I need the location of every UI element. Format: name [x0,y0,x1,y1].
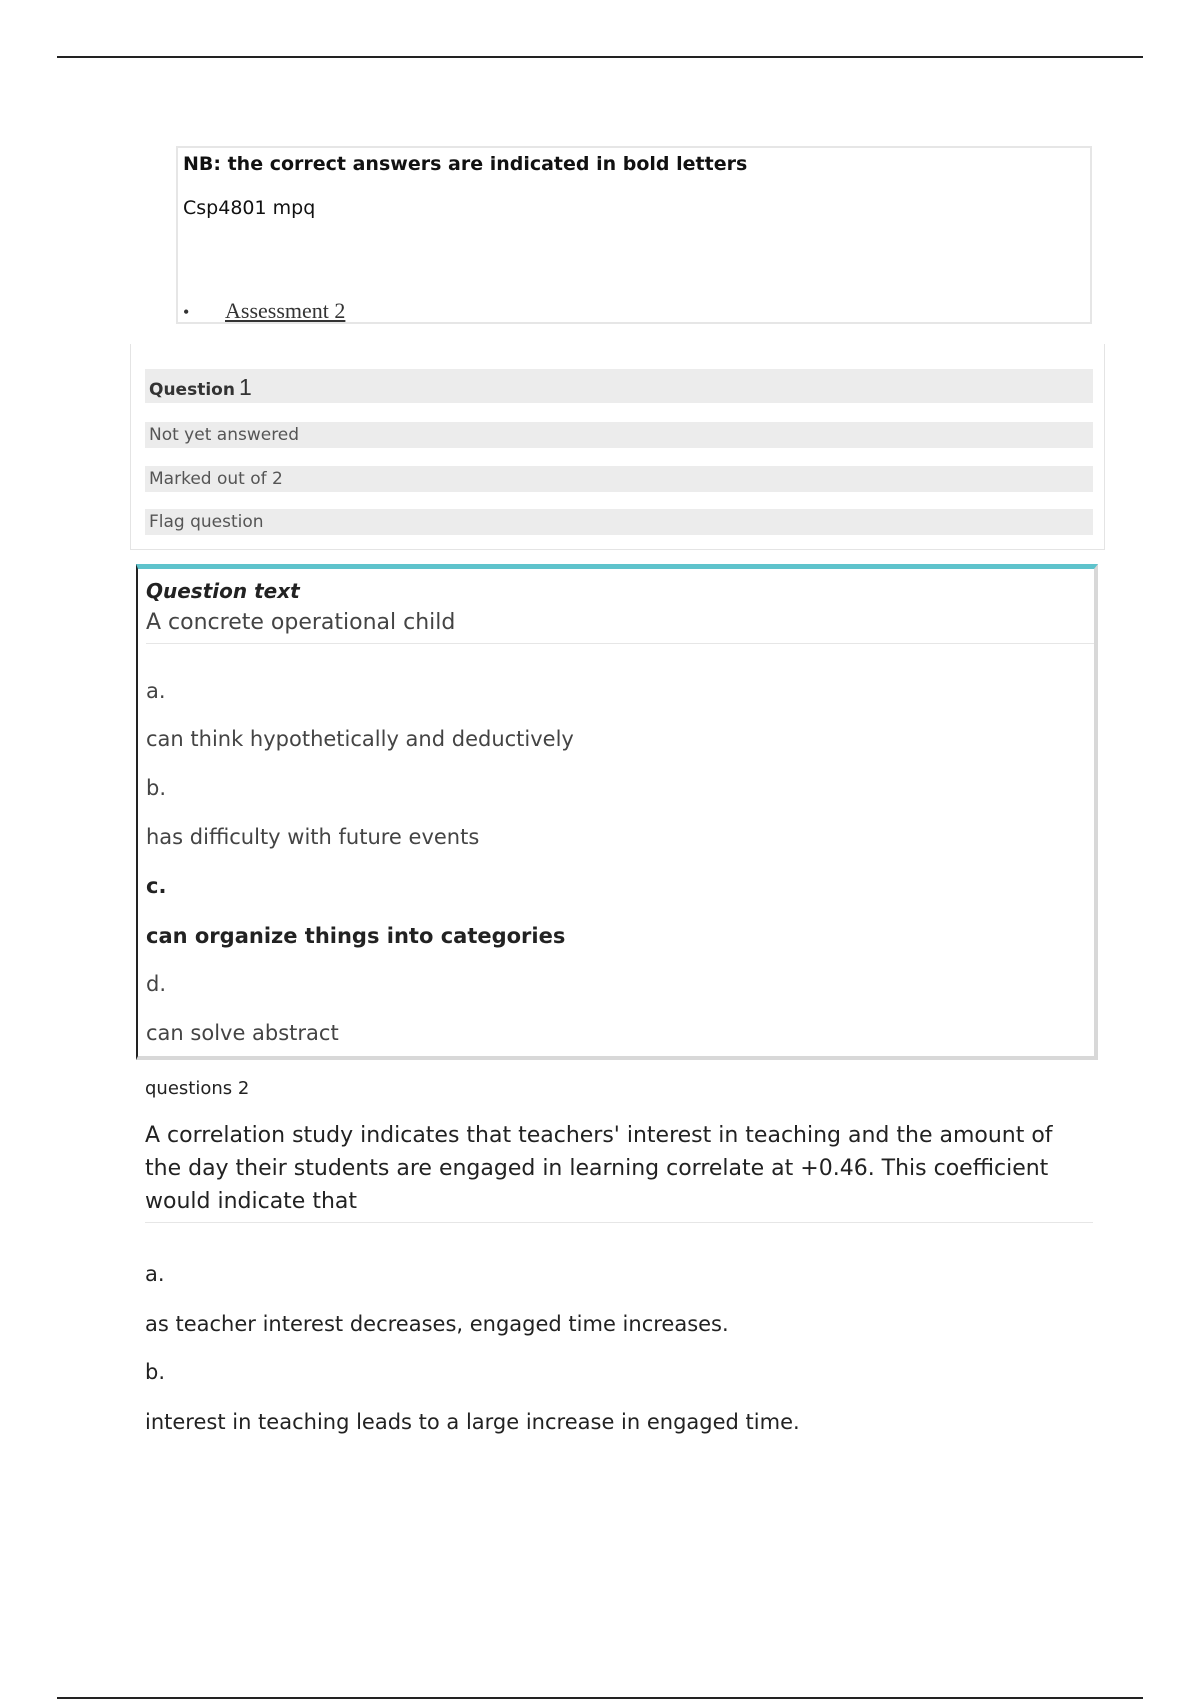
question-2-divider [145,1222,1093,1223]
q2-option-a-letter: a. [145,1262,165,1286]
option-c-letter: c. [146,874,167,898]
marks-info: Marked out of 2 [145,466,1093,492]
question-2-text: A correlation study indicates that teachers' interest in teaching and the amount of the day their students are engaged in learning correlate at +0.46. This coefficient would indicate that [145,1123,1053,1214]
question-1-content [136,564,1098,1060]
flag-question-link[interactable]: Flag question [145,509,1093,535]
course-code: Csp4801 mpq [183,197,316,219]
question-label: Question [149,380,235,400]
answer-status: Not yet answered [145,422,1093,448]
option-b-text[interactable]: has difficulty with future events [146,825,480,849]
option-a-text[interactable]: can think hypothetically and deductively [146,727,574,751]
question-number: 1 [238,374,252,400]
question-info-panel [130,344,1105,550]
option-c-text[interactable]: can organize things into categories [146,924,566,948]
question-number-row [145,369,1093,403]
question-1-text: A concrete operational child [146,610,456,635]
q2-option-a-text[interactable]: as teacher interest decreases, engaged time increases. [145,1312,729,1336]
question-2-label: questions 2 [145,1078,250,1099]
nb-note: NB: the correct answers are indicated in bold letters [183,153,748,175]
option-a-letter: a. [146,679,166,703]
question-divider [146,643,1094,644]
question-text-heading: Question text [146,579,300,603]
option-d-text[interactable]: can solve abstract [146,1021,339,1045]
bottom-rule [57,1697,1143,1699]
top-rule [57,56,1143,58]
q2-option-b-text[interactable]: interest in teaching leads to a large increase in engaged time. [145,1410,800,1434]
q2-option-b-letter: b. [145,1360,166,1384]
assessment-link[interactable]: Assessment 2 [225,298,346,323]
option-d-letter: d. [146,972,167,996]
intro-box [176,146,1092,324]
option-b-letter: b. [146,776,167,800]
bullet-icon: • [183,302,190,322]
assessment-list-item [183,298,345,324]
